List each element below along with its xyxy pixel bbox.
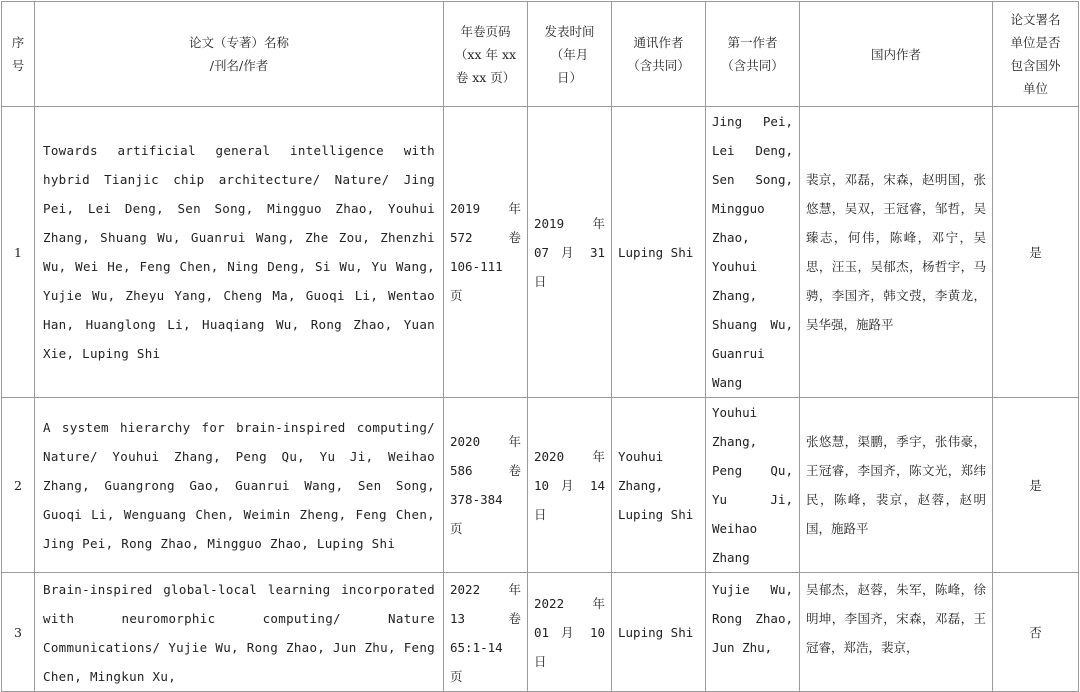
- header-domestic-authors: 国内作者: [800, 2, 993, 107]
- paper-pages: 2022 年 13 卷 65:1-14 页: [444, 573, 528, 692]
- row-index: 2: [2, 398, 35, 573]
- foreign-unit-flag: 是: [993, 398, 1079, 573]
- paper-date: 2019 年 07 月 31 日: [528, 107, 612, 398]
- header-title: 论文（专著）名称 /刊名/作者: [35, 2, 444, 107]
- first-author: Jing Pei, Lei Deng, Sen Song, Mingguo Zhao, Youhui Zhang, Shuang Wu, Guanrui Wang: [706, 107, 800, 398]
- paper-date: 2020 年 10 月 14 日: [528, 398, 612, 573]
- domestic-authors: 张悠慧，渠鹏，季宇，张伟豪，王冠睿，李国齐，陈文光，郑纬民，陈峰，裴京，赵蓉，赵明国，施路平: [800, 398, 993, 573]
- table-row: [2, 107, 1079, 398]
- row-index: 3: [2, 573, 35, 692]
- paper-title: Towards artificial general intelligence with hybrid Tianjic chip architecture/ Nature/ Jing Pei, Lei Deng, Sen Song, Mingguo Zhao, Youhui Zhang, Shuang Wu, Guanrui Wang, Zhe Zou, Zhenzhi Wu, Wei He, Feng Chen, Ning Deng, Si Wu, Yu Wang, Yujie Wu, Zheyu Yang, Cheng Ma, Guoqi Li, Wentao Han, Huanglong Li, Huaqiang Wu, Rong Zhao, Yuan Xie, Luping Shi: [35, 107, 444, 398]
- first-author: Yujie Wu, Rong Zhao, Jun Zhu,: [706, 573, 800, 692]
- domestic-authors: 裴京，邓磊，宋森，赵明国，张悠慧，吴双，王冠睿，邹哲，吴臻志，何伟，陈峰，邓宁，吴思，汪玉，吴郁杰，杨哲宇，马骋，李国齐，韩文弢，李黄龙，吴华强，施路平: [800, 107, 993, 398]
- corresponding-author: Youhui Zhang, Luping Shi: [612, 398, 706, 573]
- foreign-unit-flag: 否: [993, 573, 1079, 692]
- header-row: [2, 2, 1079, 107]
- header-date: 发表时间 （年月 日）: [528, 2, 612, 107]
- foreign-unit-flag: 是: [993, 107, 1079, 398]
- header-pages: 年卷页码 （xx 年 xx 卷 xx 页）: [444, 2, 528, 107]
- header-foreign-unit: 论文署名 单位是否 包含国外 单位: [993, 2, 1079, 107]
- header-first-author: 第一作者 （含共同）: [706, 2, 800, 107]
- paper-date: 2022 年 01 月 10 日: [528, 573, 612, 692]
- table-row: [2, 573, 1079, 692]
- header-corresponding: 通讯作者 （含共同）: [612, 2, 706, 107]
- domestic-authors: 吴郁杰，赵蓉，朱军，陈峰，徐明坤，李国齐，宋森，邓磊，王冠睿，郑浩，裴京，: [800, 573, 993, 692]
- header-index: 序 号: [2, 2, 35, 107]
- paper-pages: 2019 年 572 卷 106-111 页: [444, 107, 528, 398]
- paper-title: Brain-inspired global-local learning incorporated with neuromorphic computing/ Nature Communications/ Yujie Wu, Rong Zhao, Jun Zhu, Feng Chen, Mingkun Xu,: [35, 573, 444, 692]
- paper-title: A system hierarchy for brain-inspired computing/ Nature/ Youhui Zhang, Peng Qu, Yu Ji, Weihao Zhang, Guangrong Gao, Guanrui Wang, Sen Song, Guoqi Li, Wenguang Chen, Weimin Zheng, Feng Chen, Jing Pei, Rong Zhao, Mingguo Zhao, Luping Shi: [35, 398, 444, 573]
- paper-table: [1, 1, 1079, 692]
- paper-pages: 2020 年 586 卷 378-384 页: [444, 398, 528, 573]
- corresponding-author: Luping Shi: [612, 107, 706, 398]
- first-author: Youhui Zhang, Peng Qu, Yu Ji, Weihao Zhang: [706, 398, 800, 573]
- corresponding-author: Luping Shi: [612, 573, 706, 692]
- table-row: [2, 398, 1079, 573]
- row-index: 1: [2, 107, 35, 398]
